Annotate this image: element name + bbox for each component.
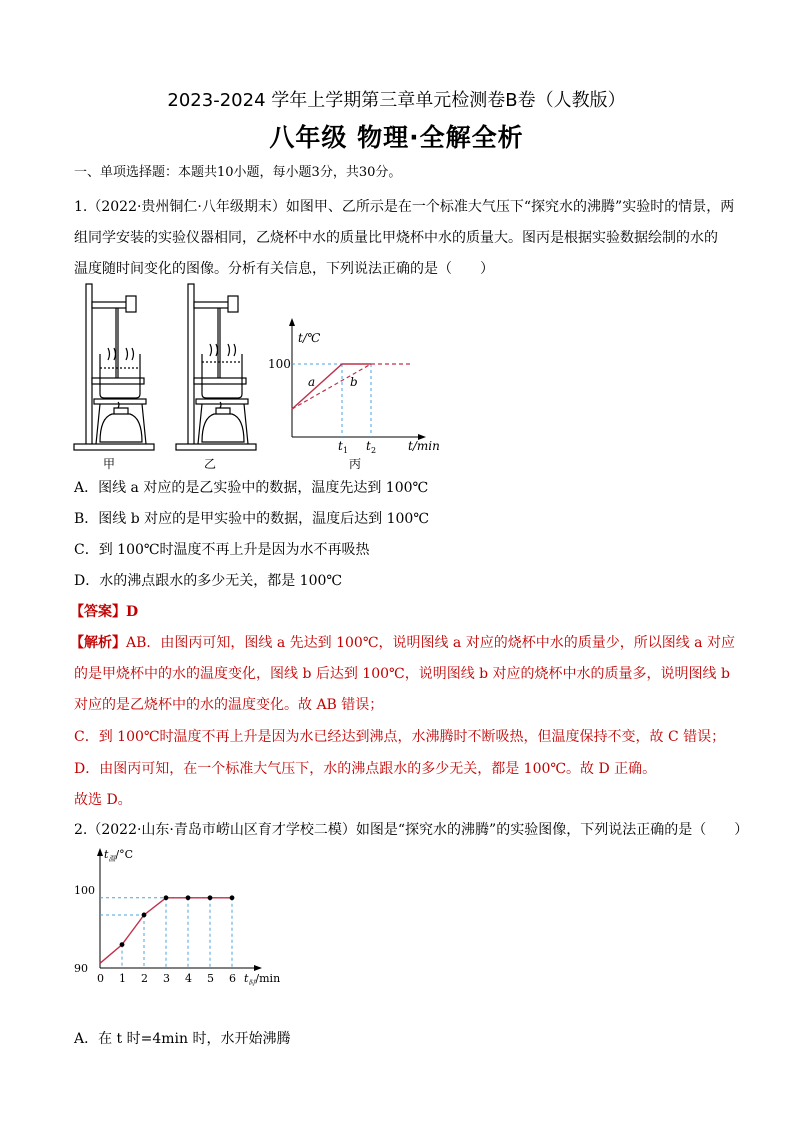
q1-figure [60, 282, 460, 474]
analysis-conclusion: 故选 D。 [74, 792, 132, 808]
graph-t1-sub: 1 [343, 446, 349, 455]
q2-y-axis-label: $t_温/^\circ C$ [104, 848, 134, 863]
q2-x-axis-label: $t_时/\min$ [244, 972, 281, 987]
label-yi: 乙 [204, 457, 217, 471]
q2-data-point [120, 942, 125, 947]
graph-x-axis-label: t/min [408, 439, 440, 453]
q2-x-tick: 4 [185, 972, 192, 985]
answer-label: 【答案】 [70, 604, 126, 620]
graph-line-a-label: a [308, 375, 316, 389]
q2-guide-lines [100, 898, 232, 968]
q2-x-tick: 3 [163, 972, 170, 985]
analysis-line3: 对应的是乙烧杯中的水的温度变化。故 AB 错误； [74, 697, 384, 713]
section-heading: 一、单项选择题：本题共10小题，每小题3分，共30分。 [74, 165, 402, 180]
apparatus-jia [74, 284, 154, 450]
analysis-label: 【解析】 [70, 635, 126, 651]
graph-t2-sub: 2 [371, 446, 377, 455]
q2-data-point [230, 895, 235, 900]
q2-points [120, 895, 235, 947]
q1-option-a: A．图线 a 对应的是乙实验中的数据，温度先达到 100℃ [74, 480, 429, 496]
q2-x-tick: 0 [97, 972, 104, 985]
graph-t2-label: t [366, 439, 371, 453]
label-jia: 甲 [103, 457, 116, 471]
q1-option-d: D．水的沸点跟水的多少无关，都是 100℃ [74, 573, 343, 589]
analysis-line1 [70, 633, 735, 653]
q2-option-a: A．在 t 时=4min 时，水开始沸腾 [74, 1031, 291, 1047]
q2-chart [72, 842, 292, 992]
graph-line-b-label: b [350, 375, 358, 389]
q2-data-point [208, 895, 213, 900]
q1-stem-line2: 组同学安装的实验仪器相同，乙烧杯中水的质量比甲烧杯中水的质量大。图丙是根据实验数据绘制的水的 [74, 230, 718, 246]
analysis-line4: C．到 100℃时温度不再上升是因为水已经达到沸点，水沸腾时不断吸热，但温度保持不变，故 C 错误； [74, 729, 726, 745]
apparatus-yi [176, 284, 256, 450]
q2-data-point [186, 895, 191, 900]
graph-y-tick-100: 100 [268, 357, 291, 371]
analysis-text1: AB．由图丙可知，图线 a 先达到 100℃，说明图线 a 对应的烧杯中水的质量少，所以图线 a 对应 [126, 635, 735, 651]
q1-option-b: B．图线 b 对应的是甲实验中的数据，温度后达到 100℃ [74, 511, 429, 527]
graph-y-axis-label: t/℃ [298, 331, 321, 345]
graph-t1-label: t [338, 439, 343, 453]
q1-stem-line1: 1.（2022·贵州铜仁·八年级期末）如图甲、乙所示是在一个标准大气压下“探究水的沸腾”实验时的情景，两 [74, 199, 735, 215]
answer-row [70, 602, 138, 622]
label-bing: 丙 [349, 457, 362, 471]
analysis-line2: 的是甲烧杯中的水的温度变化，图线 b 后达到 100℃，说明图线 b 对应的烧杯中水的质量多，说明图线 b [74, 666, 730, 682]
q2-y-tick: 100 [74, 884, 95, 897]
analysis-line5: D．由图丙可知，在一个标准大气压下，水的沸点跟水的多少无关，都是 100℃。故 D 正确。 [74, 761, 657, 777]
exam-subtitle: 八年级 物理·全解全析 [269, 123, 524, 152]
q2-data-point [164, 895, 169, 900]
q2-x-tick: 1 [119, 972, 126, 985]
q2-x-tick: 2 [141, 972, 148, 985]
q2-data-point [142, 913, 147, 918]
q2-x-tick: 6 [229, 972, 236, 985]
q1-option-c: C．到 100℃时温度不再上升是因为水不再吸热 [74, 542, 370, 558]
q2-stem: 2.（2022·山东·青岛市崂山区育才学校二模）如图是“探究水的沸腾”的实验图像，下列说法正确的是（ ） [74, 822, 749, 838]
exam-title: 2023-2024 学年上学期第三章单元检测卷B卷（人教版） [167, 90, 626, 111]
q1-stem-line3: 温度随时间变化的图像。分析有关信息，下列说法正确的是（ ） [74, 261, 494, 277]
q2-x-tick: 5 [207, 972, 214, 985]
answer-value: D [126, 604, 139, 620]
q2-y-tick: 90 [74, 962, 88, 975]
